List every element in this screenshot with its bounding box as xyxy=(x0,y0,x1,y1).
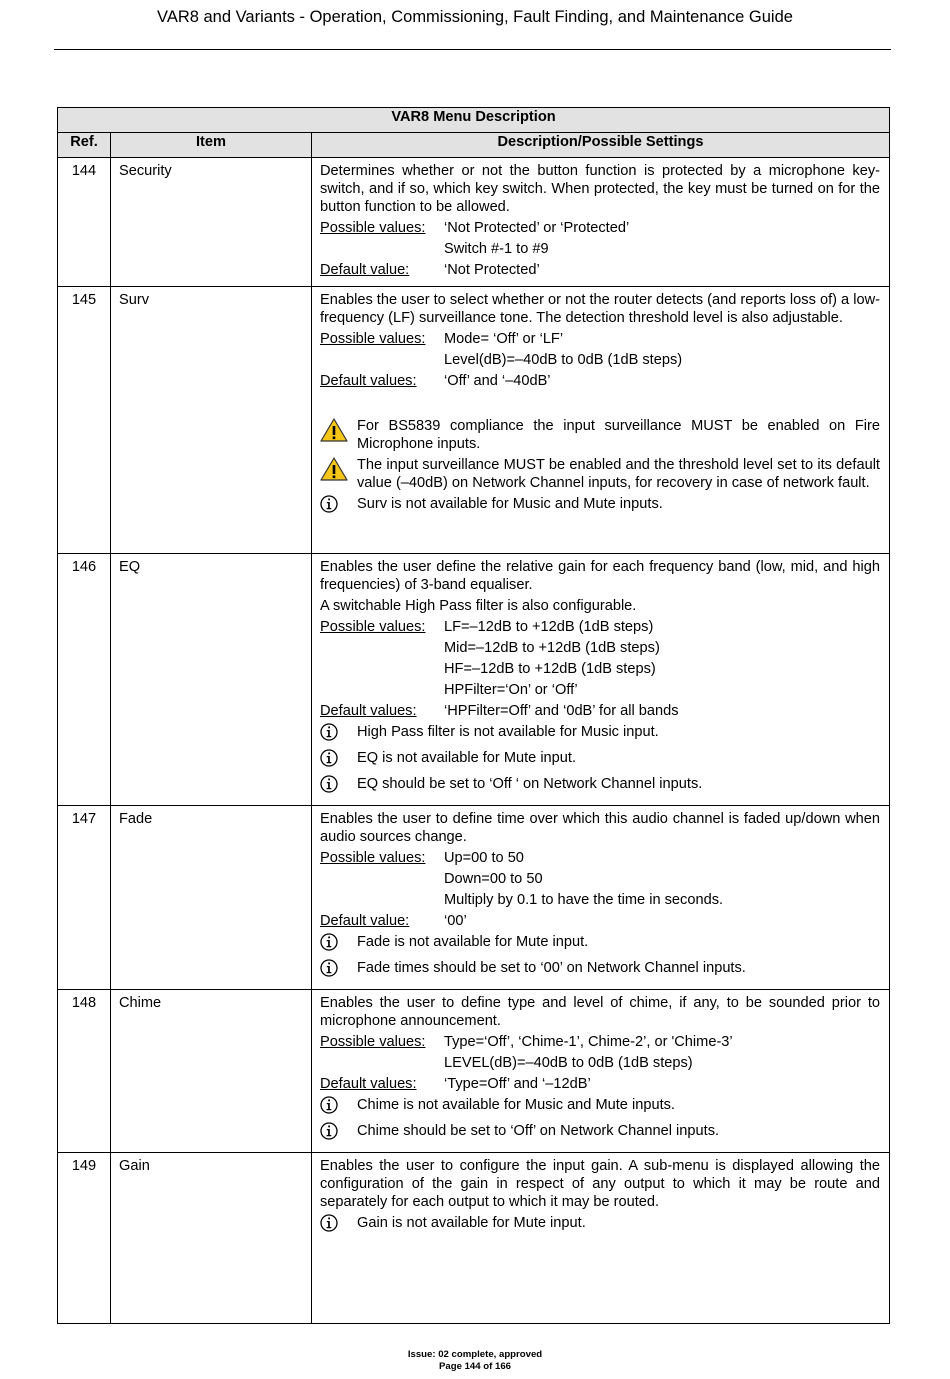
description-text: A switchable High Pass filter is also configurable. xyxy=(320,598,637,614)
description-text: Enables the user to define type and level of chime, if any, to be sounded prior to microphone announcement. xyxy=(320,995,880,1029)
footer-page-number: Page 144 of 166 xyxy=(439,1361,511,1372)
info-circle-icon xyxy=(320,775,357,798)
possible-value: Up=00 to 50 xyxy=(444,850,524,866)
info-circle-icon xyxy=(320,1214,357,1237)
row-ref: 148 xyxy=(58,990,111,1153)
default-value: ‘Type=Off’ and ‘–12dB’ xyxy=(444,1076,591,1092)
info-circle-icon xyxy=(320,1096,357,1119)
default-values xyxy=(320,261,880,279)
description-text: Enables the user to define time over which this audio channel is faded up/down when audio sources change. xyxy=(320,811,880,845)
default-value: ‘Off’ and ‘–40dB’ xyxy=(444,373,551,389)
possible-value: Multiply by 0.1 to have the time in seconds. xyxy=(444,892,724,908)
description-text: Enables the user to select whether or not the router detects (and reports loss of) a low-frequency (LF) surveillance tone. The detection threshold level is also adjustable. xyxy=(320,292,880,326)
warning-note xyxy=(320,456,880,492)
default-value: ‘00’ xyxy=(444,913,467,929)
possible-value: Down=00 to 50 xyxy=(444,871,543,887)
default-values xyxy=(320,1075,880,1093)
warning-triangle-icon xyxy=(320,417,357,448)
possible-values-label: Possible values: xyxy=(320,220,426,236)
description-text: Determines whether or not the button function is protected by a microphone key-switch, and if so, which key switch. When protected, the key must be turned on for the button function to be allowed. xyxy=(320,163,880,215)
row-description xyxy=(312,158,890,287)
possible-value: Level(dB)=–40dB to 0dB (1dB steps) xyxy=(444,352,683,368)
info-text: High Pass filter is not available for Music input. xyxy=(357,724,659,740)
description-text: Enables the user to configure the input gain. A sub-menu is displayed allowing the configuration of the gain in respect of any output to which it may be route and separately for each output to which it may be routed. xyxy=(320,1158,880,1210)
info-text: Surv is not available for Music and Mute inputs. xyxy=(357,496,663,512)
info-circle-icon xyxy=(320,495,357,518)
row-item: Surv xyxy=(111,287,312,554)
info-note xyxy=(320,1122,880,1145)
info-text: EQ is not available for Mute input. xyxy=(357,750,577,766)
table-row xyxy=(58,158,890,287)
info-text: Chime should be set to ‘Off’ on Network Channel inputs. xyxy=(357,1123,720,1139)
default-values xyxy=(320,702,880,720)
possible-values xyxy=(320,639,880,657)
info-text: Fade is not available for Mute input. xyxy=(357,934,589,950)
row-description xyxy=(312,1153,890,1324)
table-row xyxy=(58,287,890,554)
default-value-label: Default values: xyxy=(320,373,417,389)
warning-text: The input surveillance MUST be enabled and the threshold level set to its default value (–40dB) on Network Channel inputs, for recovery in case of network fault. xyxy=(357,457,880,491)
row-ref: 149 xyxy=(58,1153,111,1324)
possible-values xyxy=(320,618,880,636)
possible-values-label: Possible values: xyxy=(320,331,426,347)
description-text: Enables the user define the relative gain for each frequency band (low, mid, and high frequencies) of 3-band equaliser. xyxy=(320,559,880,593)
default-value: ‘HPFilter=Off’ and ‘0dB’ for all bands xyxy=(444,703,679,719)
info-note xyxy=(320,1096,880,1119)
header-rule xyxy=(54,49,891,50)
row-description xyxy=(312,554,890,806)
info-note xyxy=(320,749,880,772)
document-header-title: VAR8 and Variants - Operation, Commissioning, Fault Finding, and Maintenance Guide xyxy=(157,8,793,26)
table-caption: VAR8 Menu Description xyxy=(58,108,890,133)
table-row xyxy=(58,1153,890,1324)
possible-value: Mode= ‘Off’ or ‘LF’ xyxy=(444,331,564,347)
row-description xyxy=(312,806,890,990)
footer-issue: Issue: 02 complete, approved xyxy=(407,1349,543,1360)
possible-values xyxy=(320,681,880,699)
row-item: Security xyxy=(111,158,312,287)
default-value-label: Default values: xyxy=(320,1076,417,1092)
info-text: Gain is not available for Mute input. xyxy=(357,1215,586,1231)
info-circle-icon xyxy=(320,1122,357,1145)
possible-values xyxy=(320,240,880,258)
possible-values-label: Possible values: xyxy=(320,619,426,635)
row-description xyxy=(312,287,890,554)
warning-text: For BS5839 compliance the input surveillance MUST be enabled on Fire Microphone inputs. xyxy=(357,418,880,452)
info-note xyxy=(320,1214,880,1237)
info-text: Fade times should be set to ‘00’ on Network Channel inputs. xyxy=(357,960,746,976)
info-text: Chime is not available for Music and Mute inputs. xyxy=(357,1097,675,1113)
possible-value: ‘Not Protected’ or ‘Protected’ xyxy=(444,220,630,236)
possible-values xyxy=(320,660,880,678)
row-ref: 145 xyxy=(58,287,111,554)
table-row xyxy=(58,806,890,990)
possible-value: Switch #-1 to #9 xyxy=(444,241,549,257)
row-item: Chime xyxy=(111,990,312,1153)
row-description xyxy=(312,990,890,1153)
row-ref: 147 xyxy=(58,806,111,990)
default-value: ‘Not Protected’ xyxy=(444,262,540,278)
row-item: Fade xyxy=(111,806,312,990)
row-ref: 144 xyxy=(58,158,111,287)
info-note xyxy=(320,495,880,518)
possible-value: LF=–12dB to +12dB (1dB steps) xyxy=(444,619,654,635)
info-note xyxy=(320,959,880,982)
column-header-item: Item xyxy=(111,133,312,158)
possible-value: Type=‘Off’, ‘Chime-1’, Chime-2’, or 'Chime-3’ xyxy=(444,1034,733,1050)
possible-values xyxy=(320,1054,880,1072)
row-item: EQ xyxy=(111,554,312,806)
possible-value: HF=–12dB to +12dB (1dB steps) xyxy=(444,661,656,677)
info-circle-icon xyxy=(320,933,357,956)
possible-value: HPFilter=‘On’ or ‘Off’ xyxy=(444,682,578,698)
row-ref: 146 xyxy=(58,554,111,806)
possible-values xyxy=(320,351,880,369)
possible-value: Mid=–12dB to +12dB (1dB steps) xyxy=(444,640,660,656)
warning-note xyxy=(320,417,880,453)
default-value-label: Default value: xyxy=(320,913,410,929)
info-circle-icon xyxy=(320,723,357,746)
spacer xyxy=(320,393,880,414)
menu-description-table xyxy=(57,107,890,1324)
info-circle-icon xyxy=(320,749,357,772)
possible-values xyxy=(320,219,880,237)
possible-value: LEVEL(dB)=–40dB to 0dB (1dB steps) xyxy=(444,1055,693,1071)
default-value-label: Default value: xyxy=(320,262,410,278)
possible-values xyxy=(320,870,880,888)
possible-values xyxy=(320,891,880,909)
info-circle-icon xyxy=(320,959,357,982)
column-header-description: Description/Possible Settings xyxy=(312,133,890,158)
possible-values xyxy=(320,330,880,348)
default-values xyxy=(320,912,880,930)
column-header-ref: Ref. xyxy=(58,133,111,158)
info-text: EQ should be set to ‘Off ‘ on Network Channel inputs. xyxy=(357,776,703,792)
info-note xyxy=(320,933,880,956)
possible-values xyxy=(320,849,880,867)
default-values xyxy=(320,372,880,390)
default-value-label: Default values: xyxy=(320,703,417,719)
possible-values xyxy=(320,1033,880,1051)
row-item: Gain xyxy=(111,1153,312,1324)
info-note xyxy=(320,775,880,798)
warning-triangle-icon xyxy=(320,456,357,487)
info-note xyxy=(320,723,880,746)
possible-values-label: Possible values: xyxy=(320,1034,426,1050)
table-row xyxy=(58,554,890,806)
possible-values-label: Possible values: xyxy=(320,850,426,866)
table-row xyxy=(58,990,890,1153)
